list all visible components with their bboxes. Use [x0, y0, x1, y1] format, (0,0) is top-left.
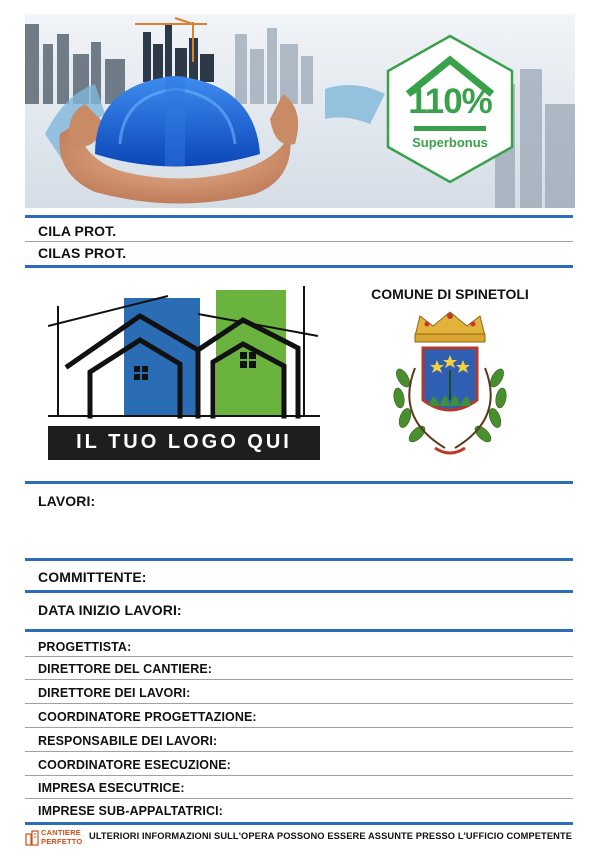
brand-line1: CANTIERE: [41, 828, 81, 837]
role-progettista: PROGETTISTA:: [38, 640, 132, 654]
committente-label: COMMITTENTE:: [38, 569, 147, 585]
divider: [25, 727, 573, 728]
divider: [25, 656, 573, 657]
divider: [25, 481, 573, 484]
building-icon: [25, 830, 39, 846]
cilas-label: CILAS PROT.: [38, 245, 127, 261]
divider: [25, 798, 573, 799]
role-coordinatore-progettazione: COORDINATORE PROGETTAZIONE:: [38, 710, 257, 724]
role-coordinatore-esecuzione: COORDINATORE ESECUZIONE:: [38, 758, 231, 772]
role-direttore-cantiere: DIRETTORE DEL CANTIERE:: [38, 662, 213, 676]
divider: [25, 703, 573, 704]
role-direttore-lavori: DIRETTORE DEI LAVORI:: [38, 686, 191, 700]
divider: [25, 751, 573, 752]
data-inizio-label: DATA INIZIO LAVORI:: [38, 602, 182, 618]
divider: [25, 590, 573, 593]
brand-logo: [25, 828, 85, 848]
logo-placeholder-text: IL TUO LOGO QUI: [76, 431, 292, 453]
lavori-label: LAVORI:: [38, 493, 96, 509]
divider: [25, 822, 573, 825]
badge-label: Superbonus: [412, 135, 488, 150]
municipality-name: COMUNE DI SPINETOLI: [371, 286, 529, 302]
footer-note: ULTERIORI INFORMAZIONI SULL'OPERA POSSONO ESSERE ASSUNTE PRESSO L'UFFICIO COMPETENTE: [89, 831, 573, 841]
divider: [25, 265, 573, 268]
badge-value: 110%: [408, 82, 492, 121]
divider: [25, 629, 573, 632]
divider: [25, 679, 573, 680]
role-imprese-subappaltatrici: IMPRESE SUB-APPALTATRICI:: [38, 804, 223, 818]
role-impresa-esecutrice: IMPRESA ESECUTRICE:: [38, 781, 185, 795]
municipality-coat-of-arms: [385, 308, 515, 466]
divider: [25, 215, 573, 218]
cila-label: CILA PROT.: [38, 223, 117, 239]
role-responsabile-lavori: RESPONSABILE DEI LAVORI:: [38, 734, 218, 748]
divider: [25, 241, 573, 242]
divider: [25, 558, 573, 561]
divider: [25, 775, 573, 776]
brand-line2: PERFETTO: [41, 837, 83, 846]
